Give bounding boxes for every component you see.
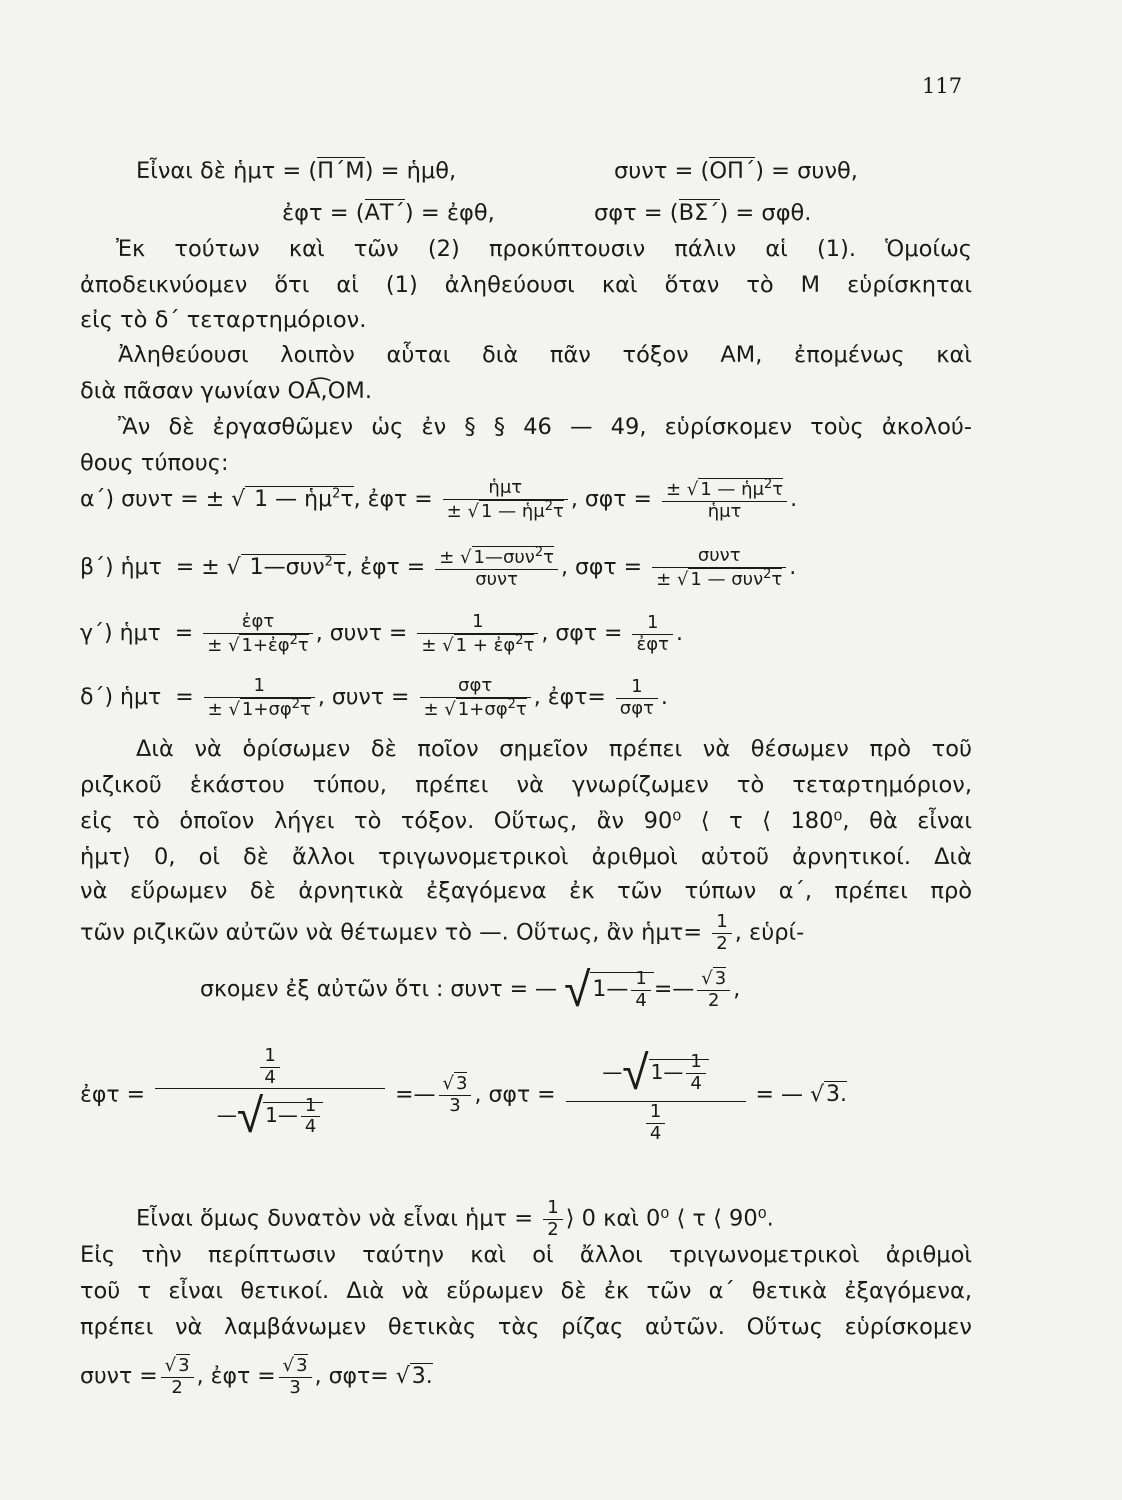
text-line: Ἀληθεύουσι λοιπὸν αὗται διὰ πᾶν τόξον ΑΜ, ἐπομένως καὶ [118,342,972,368]
equation-line-2 [282,198,972,228]
overline-segment: ΑΤ΄ [364,200,405,226]
overline-segment: ΒΣ΄ [678,200,720,226]
text-line: Ἂν δὲ ἐργασθῶμεν ὡς ἐν § § 46 — 49, εὑρίσκομεν τοὺς ἀκολού- [118,414,972,440]
formula-gamma: γ΄) ἡμτ = $\frac{\text{ἐφτ}}{\pm √ 1+ἐ\varphi^2\tau}$ , συντ = $\frac{1}{\pm √ 1 + ἐ\varphi^2\tau}$ , σφτ = $\frac{1}{\text{ἐφτ}}$ . [80,611,683,656]
text: ) = συνθ, [755,158,858,184]
text: σκομεν ἐξ αὐτῶν ὅτι : συντ = — [200,977,558,1002]
text-line: Εἰς τὴν περίπτωσιν ταύτην καὶ οἱ ἄλλοι τριγωνομετρικοὶ ἀριθμοὶ [80,1242,972,1268]
tan-cot-result-line: ἐφτ = $\frac{1}{4}$ —√ 1— $\frac{1}{4}$ =— $\frac{√ 3}{3}$ , σφτ = —√ 1— $\frac{1}{4}$ $\frac{1}{4}$ = — √3. [80,1045,847,1145]
page-number: 117 [922,74,963,98]
overline-segment: Π΄Μ [317,158,365,184]
text-line: νὰ εὕρωμεν δὲ ἀρνητικὰ ἐξαγόμενα ἐκ τῶν τύπων α΄, πρέπει πρὸ [80,878,972,904]
text: σφτ = ( [594,200,679,226]
text-line: διὰ πᾶσαν γωνίαν ΟΑ͡,ΟΜ. [80,378,372,404]
text-line: εἰς τὸ ὁποῖον λήγει τὸ τόξον. Οὕτως, ἂν 90⁰ ⟨ τ ⟨ 180⁰, θὰ εἶναι [80,808,972,834]
fraction: $\frac{\pm √ 1—\sigma\upsilon\nu^2\tau}{\text{συντ}}$ [435,546,558,590]
fraction: $\frac{\text{ἡμτ}}{\pm √ 1 — ἡ\mu^2\tau}$ [443,478,568,522]
text: ) = ἐφθ, [404,200,495,226]
fraction: $\frac{1}{4}$ —√ 1— $\frac{1}{4}$ [155,1046,385,1145]
text: συντ = ( [614,158,710,184]
cos-result-line: σκομεν ἐξ αὐτῶν ὅτι : συντ = — √1— $\frac{1}{4}$ =— $\frac{√ 3}{2}$ , [200,962,741,1018]
text-line: ἀποδεικνύομεν ὅτι αἱ (1) ἀληθεύουσι καὶ ὅταν τὸ Μ εὑρίσκηται [80,272,972,298]
text-line: πρέπει νὰ λαμβάνωμεν θετικὰς τὰς ρίζας αὐτῶν. Οὕτως εὑρίσκομεν [80,1314,972,1340]
formula-beta: β΄) ἡμτ = ± √ 1—συν$^2$τ, ἐφτ = $\frac{\pm √ 1—\sigma\upsilon\nu^2\tau}{\text{συντ}}$ , σφτ = $\frac{\text{συντ}}{\pm √ 1 — \sigma\upsilon\nu^2\tau}$ . [80,545,797,590]
text-line [80,912,972,954]
text-right [614,156,858,186]
text: ⟩ 0 καὶ 0⁰ ⟨ τ ⟨ 90⁰. [565,1205,774,1232]
text: ) = σφθ. [719,200,812,226]
final-results-line: συντ = $\frac{√ 3}{2}$ , ἐφτ = $\frac{√ 3}{3}$ , σφτ= √3. [80,1355,433,1398]
text-line: Ἐκ τούτων καὶ τῶν (2) προκύπτουσιν πάλιν αἱ (1). Ὁμοίως [116,236,972,262]
fraction: —√ 1— $\frac{1}{4}$ $\frac{1}{4}$ [566,1046,746,1145]
formula-delta: δ΄) ἡμτ = $\frac{1}{\pm √ 1+\sigma\varphi^2\tau}$ , συντ = $\frac{\text{σφτ}}{\pm √ 1+\sigma\varphi^2\tau}$ , ἐφτ= $\frac{1}{\text{σφτ}}$ . [80,675,668,720]
fraction: $\frac{1}{\pm √ 1+\sigma\varphi^2\tau}$ [204,676,315,720]
text-line [136,1198,972,1240]
fraction: $\frac{\text{σφτ}}{\pm √ 1+\sigma\varphi^2\tau}$ [420,676,531,720]
text: τῶν ριζικῶν αὐτῶν νὰ θέτωμεν τὸ —. Οὕτως, ἂν ἡμτ= [80,919,703,946]
fraction: $\frac{\pm √ 1 — ἡ\mu^2\tau}{\text{ἡμτ}}$ [662,478,787,522]
text: Εἶναι δὲ ἡμτ = ( [136,158,318,184]
fraction: $\frac{1}{2}$ [712,912,731,954]
text: ) = ἡμθ, [364,158,457,184]
text-right [594,198,811,228]
text-line: ἡμτ⟩ 0, οἱ δὲ ἄλλοι τριγωνομετρικοὶ ἀριθμοὶ αὐτοῦ ἀρνητικοί. Διὰ [80,844,972,870]
fraction: $\frac{1}{2}$ [543,1198,562,1240]
text-line: εἰς τὸ δ΄ τεταρτημόριον. [80,307,367,333]
text-line: ριζικοῦ ἑκάστου τύπου, πρέπει νὰ γνωρίζωμεν τὸ τεταρτημόριον, [80,772,972,798]
fraction: $\frac{1}{\text{ἐφτ}}$ [632,613,672,655]
overline-segment: ΟΠ΄ [709,158,756,184]
text: , εὑρί- [734,919,805,946]
equation-line-1 [136,156,972,186]
formula-alpha: α΄) συντ = ± √ 1 — ἡμ$^2$τ, ἐφτ = $\frac{\text{ἡμτ}}{\pm √ 1 — ἡ\mu^2\tau}$ , σφτ = $\frac{\pm √ 1 — ἡ\mu^2\tau}{\text{ἡμτ}}$ . [80,477,798,522]
text: Εἶναι ὅμως δυνατὸν νὰ εἶναι ἡμτ = [136,1205,534,1232]
text-line: Διὰ νὰ ὁρίσωμεν δὲ ποῖον σημεῖον πρέπει νὰ θέσωμεν πρὸ τοῦ [136,736,972,762]
fraction: $\frac{\text{ἐφτ}}{\pm √ 1+ἐ\varphi^2\tau}$ [203,612,313,656]
text-line: θους τύπους: [80,450,229,476]
text-line: τοῦ τ εἶναι θετικοί. Διὰ νὰ εὕρωμεν δὲ ἐκ τῶν α΄ θετικὰ ἐξαγόμενα, [80,1278,972,1304]
fraction: $\frac{1}{\text{σφτ}}$ [616,677,658,719]
fraction: $\frac{\text{συντ}}{\pm √ 1 — \sigma\upsilon\nu^2\tau}$ [652,546,786,590]
fraction: $\frac{1}{\pm √ 1 + ἐ\varphi^2\tau}$ [417,612,538,656]
text: ἐφτ = ( [282,200,365,226]
